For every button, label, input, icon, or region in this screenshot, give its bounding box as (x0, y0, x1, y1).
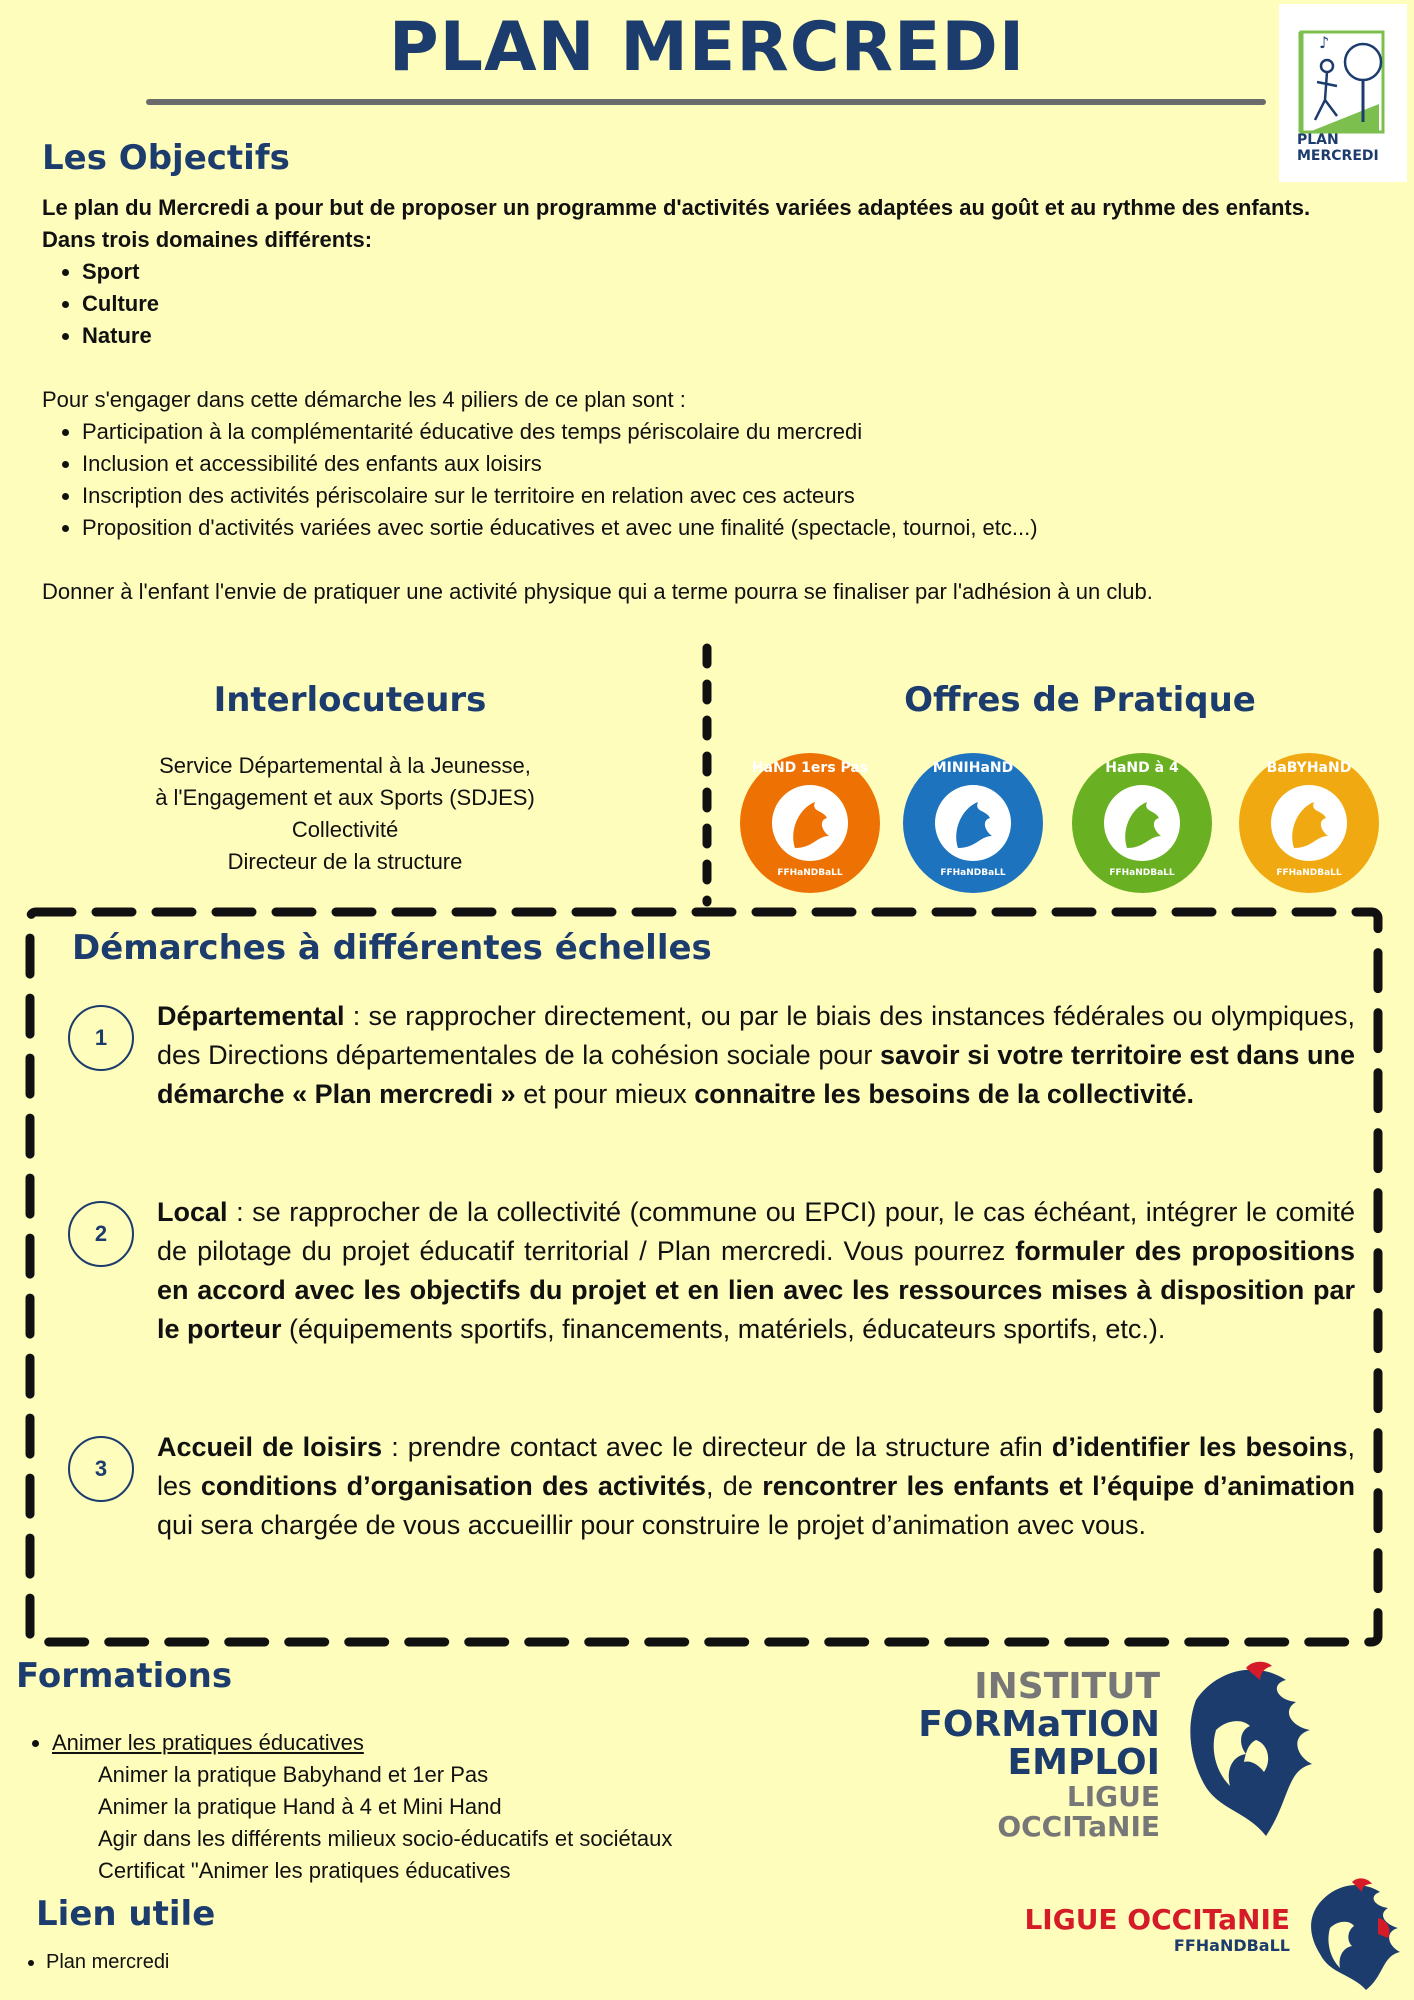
step-number-1: 1 (68, 1005, 134, 1071)
pillar-item: • Participation à la complémentarité éducative des temps périscolaire du mercredi (82, 416, 1312, 448)
interlocuteur-line: Service Départemental à la Jeunesse, (159, 753, 531, 778)
formation-item: Animer la pratique Hand à 4 et Mini Hand (98, 1794, 502, 1819)
step-3-body: , de (705, 1471, 763, 1501)
ligue-brand: FFHaNDBaLL (1173, 1936, 1290, 1955)
interlocuteur-line: Directeur de la structure (227, 849, 463, 874)
pillars-list (42, 416, 1312, 544)
objectifs-intro: Le plan du Mercredi a pour but de proposer un programme d'activités variées adaptées au goût et au rythme des enfants. Dans trois domaines différents: (42, 195, 1311, 252)
step-number-3: 3 (68, 1436, 134, 1502)
badge-label: MINIHaND (932, 760, 1014, 776)
formation-item: Animer la pratique Babyhand et 1er Pas (98, 1762, 489, 1787)
ife-text-emploi: EMPLOI (1007, 1742, 1160, 1783)
ligue-occitanie-logo (980, 1904, 1290, 1956)
badge-minihand (902, 752, 1044, 894)
pillar-item: • Proposition d'activités variées avec sortie éducatives et avec une finalité (spectacle, tournoi, etc...) (82, 512, 1312, 544)
logo-text-mercredi: MERCREDI (1297, 148, 1379, 164)
badge-label: HaND 1ers Pas (751, 760, 869, 776)
step-2-emphasis: formuler des propositions en accord avec les objectifs du projet et en lien avec les ressources mises à disposition par le porteur (157, 1236, 1355, 1344)
ife-text-occitanie: OCCITaNIE (997, 1810, 1160, 1843)
badge-label: HaND à 4 (1105, 760, 1179, 776)
domains-list (42, 256, 1312, 352)
title-underline (146, 99, 1266, 105)
interlocuteur-line: Collectivité (291, 817, 399, 842)
badge-babyhand (1238, 752, 1380, 894)
ligue-rooster-icon (1308, 1878, 1406, 1992)
pillar-item: • Inscription des activités périscolaire sur le territoire en relation avec ces acteurs (82, 480, 1312, 512)
offres-heading: Offres de Pratique (904, 680, 1256, 720)
step-3-body: qui sera chargée de vous accueillir pour construire le projet d’animation avec vous. (157, 1510, 1147, 1540)
lien-list (14, 1946, 169, 1978)
objectifs-heading: Les Objectifs (42, 138, 290, 178)
ligue-name: LIGUE OCCITaNIE (1024, 1903, 1290, 1936)
step-2-text (157, 1193, 1355, 1349)
plan-mercredi-logo (1279, 4, 1407, 182)
plan-mercredi-link[interactable]: Plan mercredi (46, 1951, 170, 1973)
step-2-title: Local (157, 1197, 228, 1227)
lien-utile-heading: Lien utile (36, 1894, 216, 1934)
step-1-title: Départemental (157, 1001, 345, 1031)
badge-brand: FFHaNDBaLL (1276, 868, 1342, 878)
badge-brand: FFHaNDBaLL (940, 868, 1006, 878)
step-3-emphasis: d’identifier les besoins (1051, 1432, 1348, 1462)
step-1-emphasis: savoir si votre territoire est dans une démarche « Plan mercredi » (157, 1040, 1356, 1109)
pillars-intro: Pour s'engager dans cette démarche les 4 piliers de ce plan sont : (42, 387, 686, 412)
svg-text:♪: ♪ (1319, 33, 1330, 52)
badge-label: BaBYHaND (1266, 760, 1352, 776)
step-3-title: Accueil de loisirs (157, 1432, 383, 1462)
step-1-body: et pour mieux (515, 1079, 695, 1109)
badge-hand-1ers-pas (739, 752, 881, 894)
ife-text-institut: INSTITUT (974, 1666, 1160, 1707)
ife-logo (860, 1668, 1160, 1842)
domain-sport: • Sport (82, 256, 1312, 288)
domain-culture: • Culture (82, 288, 1312, 320)
formations-main-link[interactable]: Animer les pratiques éducatives (52, 1730, 364, 1755)
ife-text-formation: FORMaTION (918, 1704, 1160, 1745)
step-1-text (157, 997, 1355, 1114)
step-3-emphasis: conditions d’organisation des activités (200, 1471, 706, 1501)
step-2-body: (équipements sportifs, financements, matériels, éducateurs sportifs, etc.). (281, 1314, 1166, 1344)
badge-hand-a-4 (1071, 752, 1213, 894)
step-3-body: : prendre contact avec le directeur de la structure afin (382, 1432, 1052, 1462)
domain-nature: • Nature (82, 320, 1312, 352)
interlocuteurs-heading: Interlocuteurs (213, 680, 487, 720)
step-1-emphasis: connaitre les besoins de la collectivité. (694, 1079, 1194, 1109)
step-1-body: : se rapprocher directement, ou par le biais des instances fédérales ou olympiques, des Directions départementales de la cohésion sociale pour (157, 1001, 1355, 1070)
step-2-body: : se rapprocher de la collectivité (commune ou EPCI) pour, le cas échéant, intégrer le comité de pilotage du projet éducatif territorial / Plan mercredi. Vous pourrez (157, 1197, 1355, 1266)
objectifs-goal: Donner à l'enfant l'envie de pratiquer une activité physique qui a terme pourra se finaliser par l'adhésion à un club. (42, 579, 1153, 604)
badge-brand: FFHaNDBaLL (777, 868, 843, 878)
step-3-body: , les (157, 1432, 1355, 1501)
step-number-2: 2 (68, 1201, 134, 1267)
badge-brand: FFHaNDBaLL (1109, 868, 1175, 878)
ife-text-ligue: LIGUE (1066, 1780, 1160, 1813)
step-3-emphasis: rencontrer les enfants et l’équipe d’animation (762, 1471, 1355, 1501)
vertical-dashed-divider (694, 640, 720, 910)
formation-item: Agir dans les différents milieux socio-éducatifs et sociétaux (98, 1826, 673, 1851)
interlocuteur-line: à l'Engagement et aux Sports (SDJES) (155, 785, 535, 810)
logo-text-plan: PLAN (1297, 132, 1339, 148)
step-3-text (157, 1428, 1355, 1545)
formations-list (26, 1727, 826, 1759)
demarches-heading: Démarches à différentes échelles (72, 928, 712, 968)
pillar-item: • Inclusion et accessibilité des enfants aux loisirs (82, 448, 1312, 480)
formations-heading: Formations (16, 1656, 233, 1696)
ffhandball-rooster-icon (1186, 1660, 1318, 1840)
formation-item: Certificat "Animer les pratiques éducatives (98, 1858, 511, 1883)
page-title: PLAN MERCREDI (388, 8, 1026, 87)
